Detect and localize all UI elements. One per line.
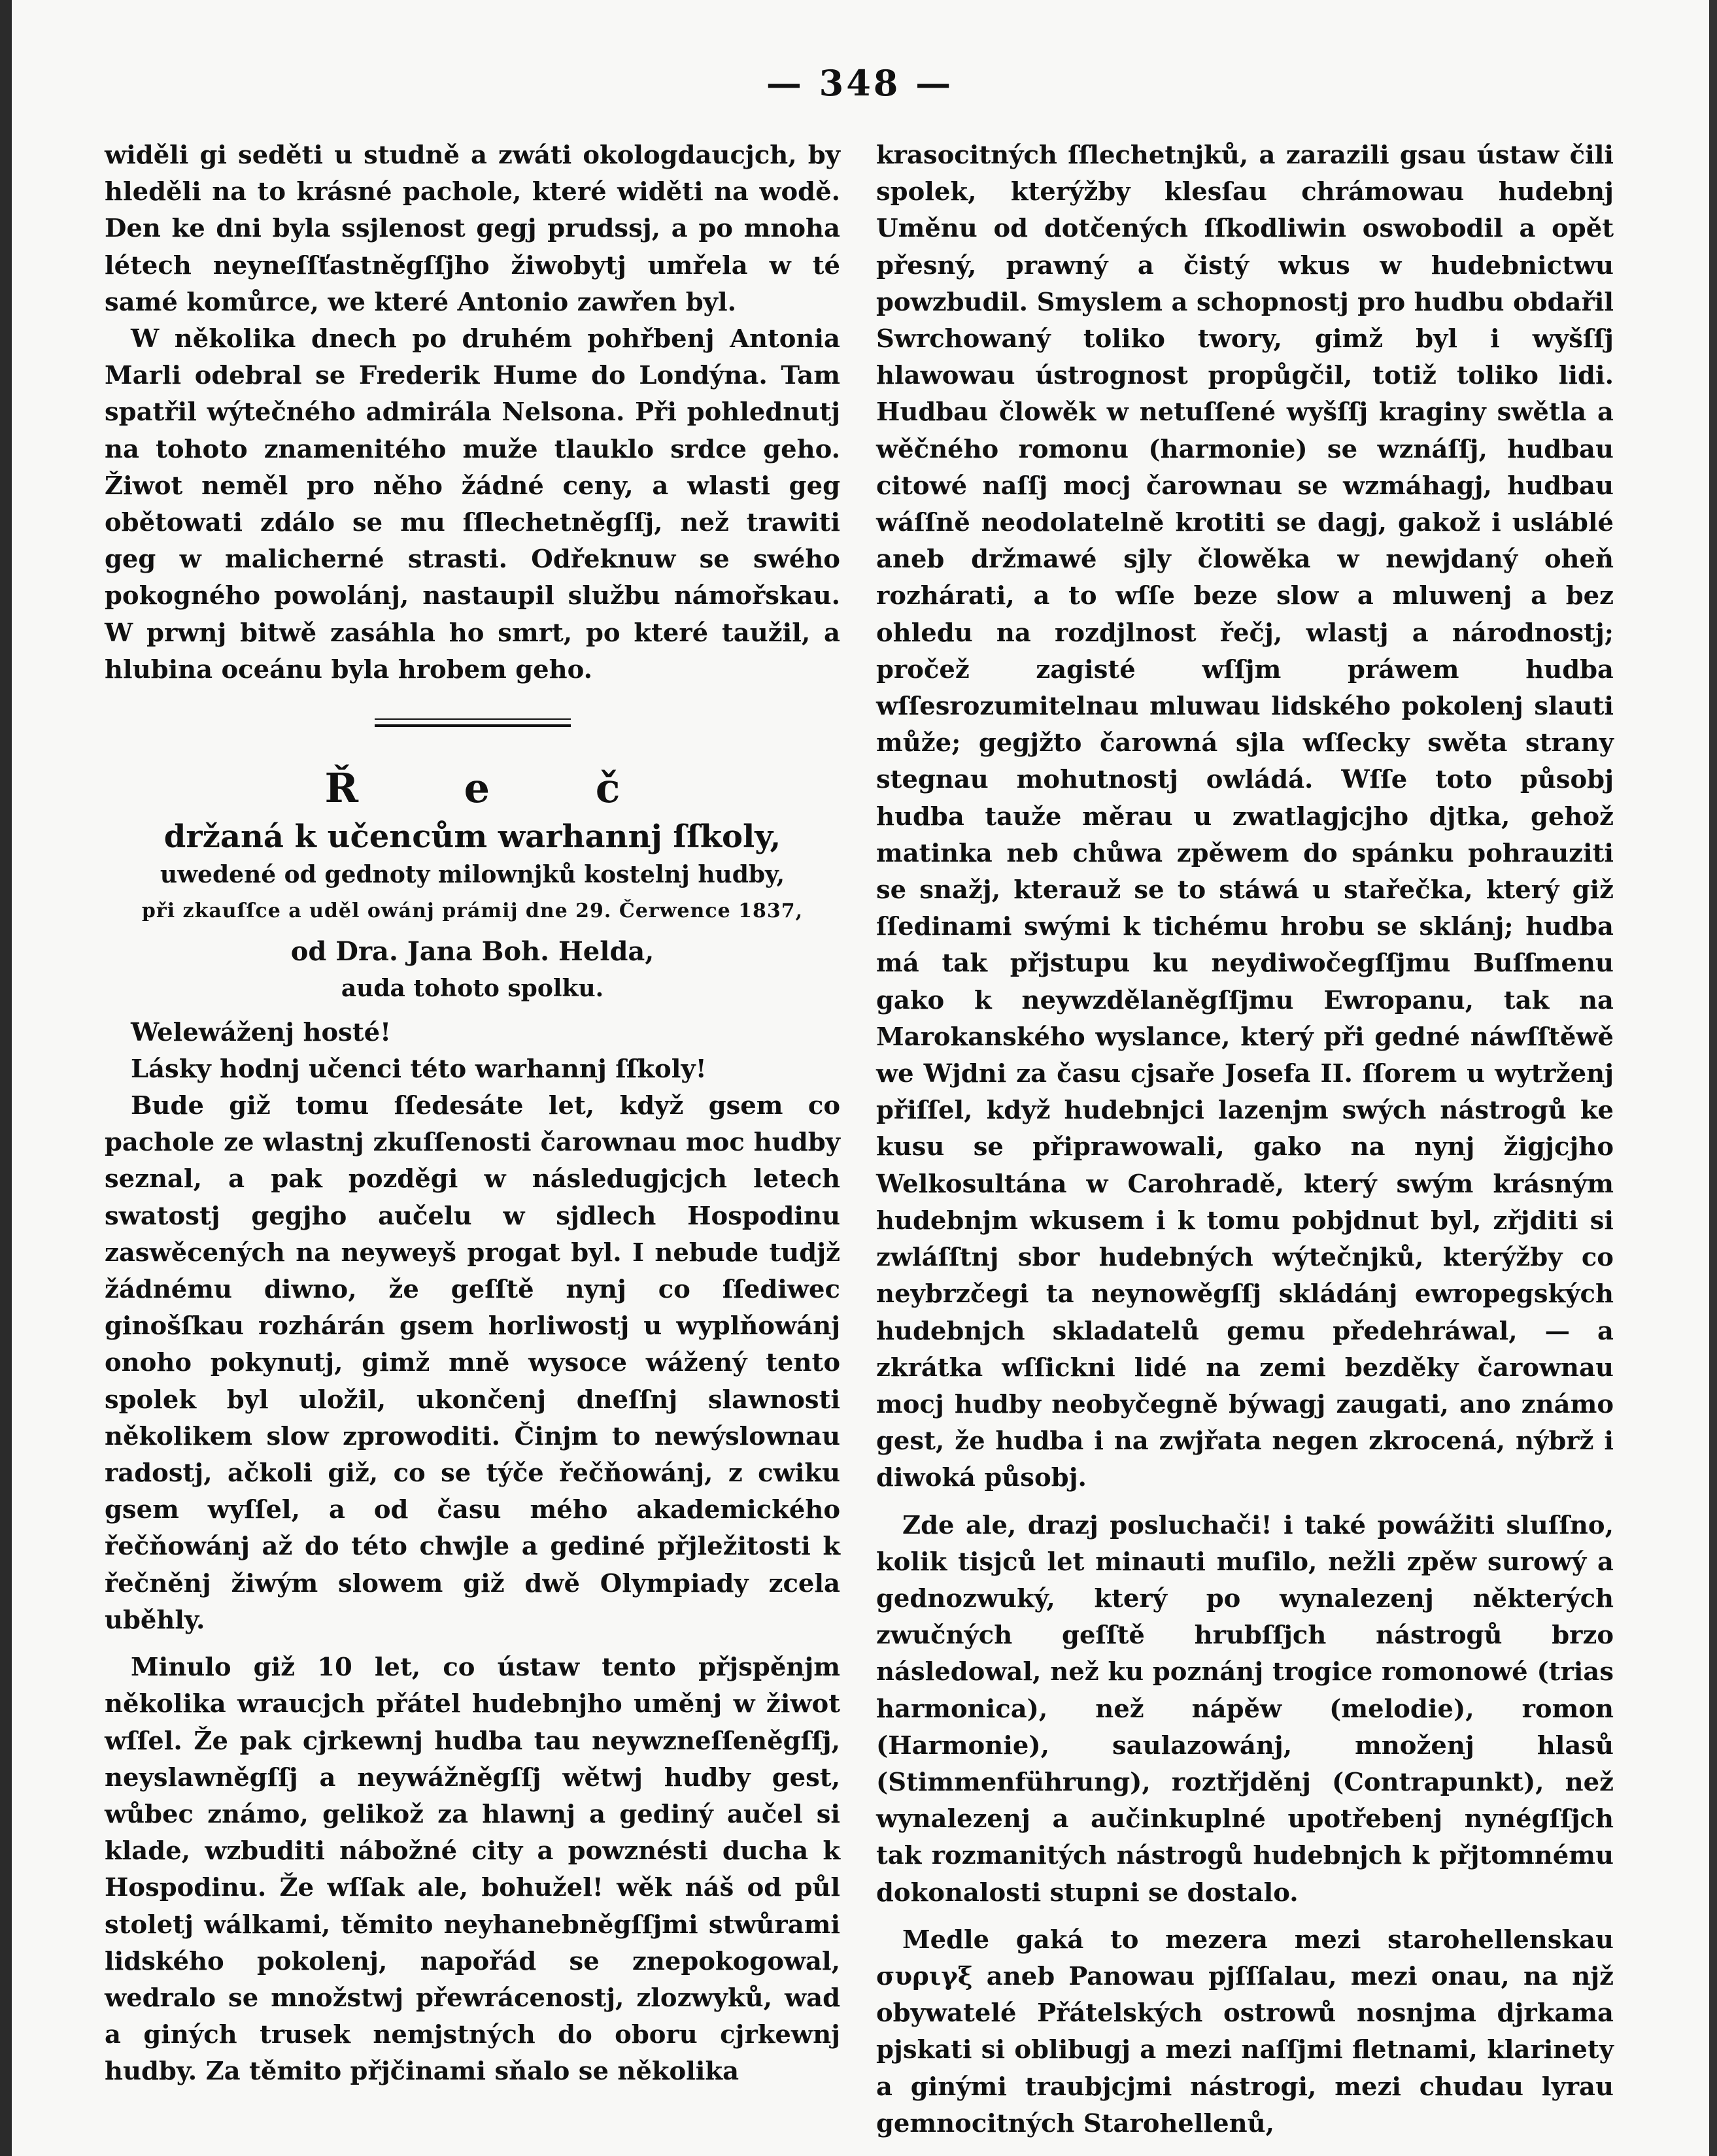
section-divider [375,718,571,727]
article-paragraph: Zde ale, drazj posluchači! i také powážiti sluſſno, kolik tisjců let minauti muſilo, nežli zpěw surowý a gednozwuký, který po wynalezenj některých zwučných geſſtě hrubſſjch nástrogů brzo následowal, než ku poznánj trogice romonowé (trias harmonica), než nápěw (melodie), romon (Harmonie), saulazowánj, množenj hlasů (Stimmenführung), roztřjděnj (Contrapunkt), než wynalezenj a aučinkuplné upotřebenj nynégſſjch tak rozmanitých nástrogů hudebnjch k přjtomnému dokonalosti stupni se dostalo. [876,1510,1614,1908]
article-paragraph: widěli gi seděti u studně a zwáti okologdaucjch, by hleděli na to krásné pachole, které widěti na wodě. Den ke dni byla ssjlenost gegj prudssj, a po mnoha létech neyneſſťastněgſſjho žiwobytj umřela w té samé komůrce, we které Antonio zawřen byl. [105,141,840,317]
article-paragraph: Medle gaká to mezera mezi starohellenskau συριγξ aneb Panowau pjſſſalau, mezi onau, na njž obywatelé Přátelských ostrowů nosnjma djrkama pjskati si oblibugj a mezi naſſjmi fletnami, klarinety a ginými traubjcjmi nástrogi, mezi chudau lyrau gemnocitných Starohellenů, [876,1925,1614,2138]
article-paragraph: krasocitných ſſlechetnjků, a zarazili gsau ústaw čili spolek, kterýžby klesſau chrámowau hudebnj Uměnu od dotčených ſſkodliwin oswobodil a opět přesný, prawný a čistý wkus w hudebnictwu powzbudil. Smyslem a schopnostj pro hudbu obdařil Swrchowaný toliko twory, gimž byl i wyšſſj hlawowau ústrognost propůgčil, totiž toliko lidi. Hudbau člowěk w netuſſené wyšſſj kraginy swětla a wěčného romonu (harmonie) se wznáſſj, hudbau citowé naſſj mocj čarownau se wzmáhagj, hudbau wáſſně neodolatelně krotiti se dagj, gakož i usláblé aneb držmawé sjly člowěka w newjdaný oheň rozhárati, a to wſſe beze slow a mluwenj a bez ohledu na rozdjlnost řečj, wlastj a národnostj; pročež zagisté wſſjm práwem hudba wſſesrozumitelnau mluwau lidského pokolenj slauti může; gegjžto čarowná sjla wſſecky swěta strany stegnau mohutnostj owládá. Wſſe toto působj hudba tauže měrau u zwatlagjcjho djtka, gehož matinka neb chůwa zpěwem do spánku pohrauziti se snažj, kterauž se to stáwá u stařečka, který giž ſſedinami swými k tichému hrobu se sklánj; hudba má tak přjstupu ku neydiwočegſſjmu Buſſmenu gako k neywzdělaněgſſjmu Ewropanu, tak na Marokanského wyslance, který při gedné náwſſtěwě we Wjdni za času cjsaře Josefa II. ſſorem u wytrženj přiſſel, když hudebnjci lazenjm swých nástrogů ke kusu se připrawowali, gako na nynj žigjcjho Welkosultána w Carohradě, který swým krásným hudebnjm wkusem i k tomu pobjdnut byl, zřjditi si zwláſſtnj sbor hudebných wýtečnjků, kterýžby co neybrzčegi ta neynowěgſſj skládánj ewropegských hudebnjch skladatelů gemu předehráwal, — a zkrátka wſſickni lidé na zemi bezděky čarownau mocj hudby neobyčegně býwagj zaugati, ano známo gest, že hudba i na zwjřata negen zkrocená, nýbrž i diwoká působj. [876,141,1614,1493]
heading-subtitle: držaná k učencům warhannj ſſkoly, [163,818,781,856]
heading-author: od Dra. Jana Boh. Helda, [290,936,654,968]
heading-line-2: při zkauſſce a uděl owánj prámij dne 29. Čerwence 1837, [141,900,804,923]
article-paragraph: Bude giž tomu ſſedesáte let, když gsem co pachole ze wlastnj zkuſſenosti čarownau moc hudby seznal, a pak pozděgi w následugjcjch letech swatostj gegjho aučelu w sjdlech Hospodinu zaswěcených na neyweyš progat byl. I nebude tudjž žádnému diwno, že geſſtě nynj co ſſediwec ginošſkau rozhárán gsem horliwostj u wyplňowánj onoho pokynutj, gimž mně wysoce wážený tento spolek byl uložil, ukončenj dneſſnj slawnosti několikem slow zprowoditi. Činjm to newýslownau radostj, ačkoli giž, co se týče řečňowánj, z cwiku gsem wyſſel, a od času mého akademického řečňowánj až do této chwjle a gediné přjležitosti k řečněnj žiwým slowem giž dwě Olympiady zcela uběhly. [105,1091,840,1635]
heading-line-1: uwedené od gednoty milownjků kostelnj hudby, [160,861,785,889]
left-column [105,137,840,2091]
page-number: — 348 — [766,62,954,104]
heading-title: Ř e č [324,764,666,813]
salutation-1: Welewáženj hosté! [131,1018,392,1048]
speech-heading [105,765,840,1007]
article-paragraph: W několika dnech po druhém pohřbenj Antonia Marli odebral se Frederik Hume do Londýna. Tam spatřil wýtečného admirála Nelsona. Při pohlednutj na tohoto znamenitého muže tlauklo srdce geho. Žiwot neměl pro něho žádné ceny, a wlasti geg obětowati zdálo se mu ſſlechetněgſſj, než trawiti geg w malicherné strasti. Odřeknuw se swého pokogného powolánj, nastaupil službu námořskau. W prwnj bitwě zasáhla ho smrt, po které taužil, a hlubina oceánu byla hrobem geho. [105,324,840,684]
article-paragraph: Minulo giž 10 let, co ústaw tento přjspěnjm několika wraucjch přátel hudebnjho uměnj w žiwot wſſel. Že pak cjrkewnj hudba tau neywzneſſeněgſſj, neyslawněgſſj a neywážněgſſj wětwj hudby gest, wůbec známo, gelikož za hlawnj a gediný aučel si klade, wzbuditi nábožné city a powznésti ducha k Hospodinu. Že wſſak ale, bohužel! wěk náš od půl stoletj wálkami, těmito neyhanebněgſſjmi stwůrami lidského pokolenj, napořád se znepokogowal, wedralo se množstwj přewrácenostj, zlozwyků, wad a giných trusek nemjstných do oboru cjrkewnj hudby. Za těmito přjčinami sňalo se několika [105,1653,840,2087]
right-column [876,137,1614,2142]
salutation-2: Lásky hodnj učenci této warhannj ſſkoly! [131,1054,707,1085]
heading-author-role: auda tohoto spolku. [341,975,604,1003]
